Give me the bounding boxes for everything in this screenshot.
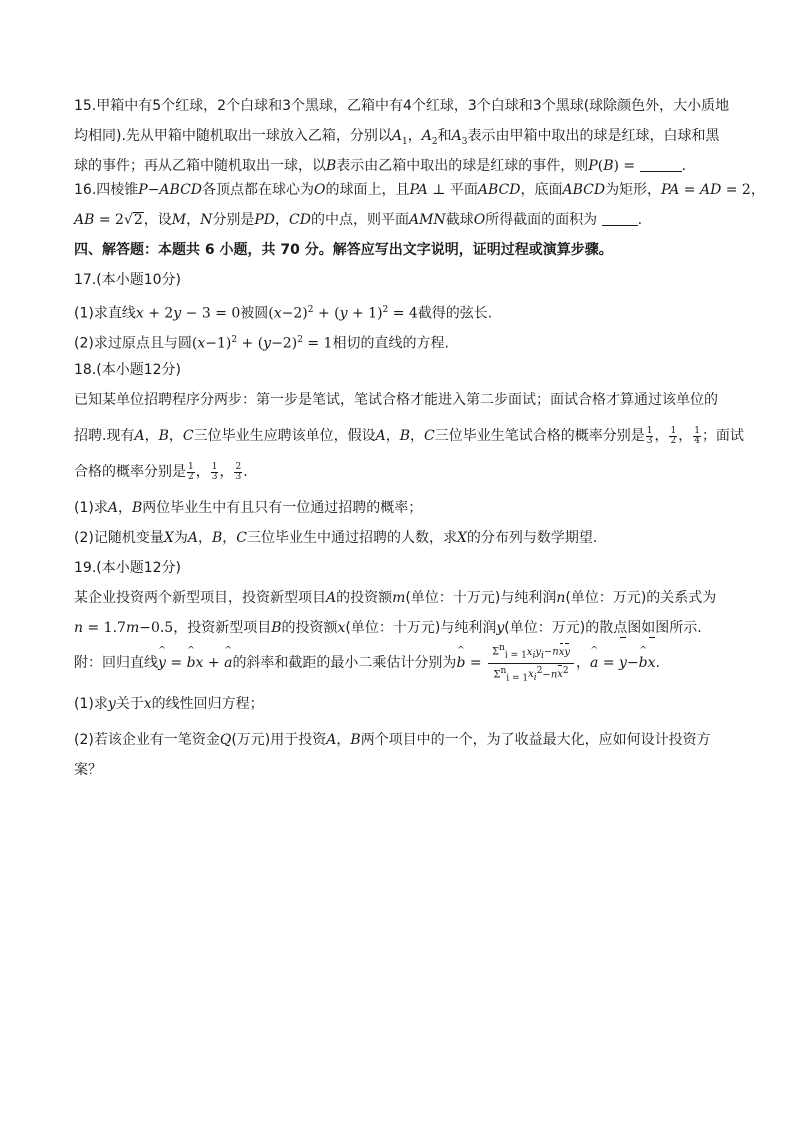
fraction: $\frac{1}{3}$ xyxy=(646,425,653,446)
answer-blank xyxy=(640,157,682,172)
q18-title: 18.(本小题12分) xyxy=(74,362,182,378)
q19-title: 19.(本小题12分) xyxy=(74,560,182,576)
q19-line-2: n = 1.7m−0.5，投资新型项目B的投资额x(单位：十万元)与纯利润y(单位：万元)的散点图如图所示. xyxy=(74,620,702,636)
q18-part-1: (1)求A，B两位毕业生中有且只有一位通过招聘的概率； xyxy=(74,500,423,516)
q19-part-2: (2)若该企业有一笔资金Q(万元)用于投资A，B两个项目中的一个，为了收益最大化，应如何设计投资方 xyxy=(74,732,711,748)
q19-line-1: 某企业投资两个新型项目，投资新型项目A的投资额m(单位：十万元)与纯利润n(单位：万元)的关系式为 xyxy=(74,590,717,606)
question-16 xyxy=(74,178,765,232)
q17-part-2: (2)求过原点且与圆$(x-1)^2 + (y-2)^2 = 1$相切的直线的方程. xyxy=(74,335,449,352)
fraction: $\frac{1}{3}$ xyxy=(211,461,218,482)
q18-line-2: 招聘.现有A，B，C三位毕业生应聘该单位，假设A，B，C三位毕业生笔试合格的概率分别是 $\frac{1}{3}$ ， $\frac{1}{2}$ ， $\frac{1}{4}$ ；面试 xyxy=(74,425,744,446)
regression-slope-formula: $\frac{\Sigma^n_{i = 1}x_iy_i-nxy}{\Sigma^n_{i = 1}x_i^2-nx^2}$ xyxy=(488,641,574,685)
answer-blank xyxy=(602,211,638,226)
q16-line-1: 16.四棱锥P−ABCD各顶点都在球心为O的球面上，且PA ⊥ 平面ABCD，底面ABCD为矩形，PA = AD = 2， xyxy=(74,182,765,198)
q15-line-3: 球的事件；再从乙箱中随机取出一球，以B表示由乙箱中取出的球是红球的事件，则P(B) = . xyxy=(74,158,687,174)
q17-title: 17.(本小题10分) xyxy=(74,272,182,288)
q18-line-3: 合格的概率分别是 $\frac{1}{2}$ ， $\frac{1}{3}$ ， $\frac{2}{3}$ . xyxy=(74,461,248,482)
q18-line-1: 已知某单位招聘程序分两步：第一步是笔试，笔试合格才能进入第二步面试；面试合格才算通过该单位的 xyxy=(74,392,718,408)
section-heading: 四、解答题：本题共 6 小题，共 70 分。解答应写出文字说明，证明过程或演算步骤。 xyxy=(74,242,613,258)
question-19 xyxy=(74,556,724,782)
question-18 xyxy=(74,358,744,550)
fraction: $\frac{2}{3}$ xyxy=(235,461,242,482)
question-17 xyxy=(74,268,724,352)
q19-note: 附：回归直线^ y = ^ bx + ^ a的斜率和截距的最小二乘估计分别为^ b = $\frac{\Sigma^n_{i = 1}x_iy_i-nxy}{\Sigma^n_{i = 1}x_i^2-nx^2}$ ，^ a = y−^ bx. xyxy=(74,640,724,686)
fraction: $\frac{1}{2}$ xyxy=(188,461,194,482)
q19-part-2-cont: 案？ xyxy=(74,762,102,778)
q15-line-1: 15.甲箱中有5个红球，2个白球和3个黑球，乙箱中有4个红球，3个白球和3个黑球(球除颜色外，大小质地 xyxy=(74,98,730,114)
q18-part-2: (2)记随机变量X为A，B，C三位毕业生中通过招聘的人数，求X的分布列与数学期望. xyxy=(74,530,598,546)
fraction: $\frac{1}{4}$ xyxy=(694,425,700,446)
q17-part-1: (1)求直线x + 2y − 3 = 0被圆$(x-2)^2 + (y + 1)^2 = 4$截得的弦长. xyxy=(74,305,493,322)
q19-part-1: (1)求y关于x的线性回归方程； xyxy=(74,696,264,712)
exam-page xyxy=(74,94,765,782)
q15-line-2: 均相同).先从甲箱中随机取出一球放入乙箱，分别以$A_1$，$A_2$和$A_3$表示由甲箱中取出的球是红球，白球和黑 xyxy=(74,128,720,147)
q16-line-2: AB = 2√2，设M，N分别是PD，CD的中点，则平面AMN截球O所得截面的面积为 . xyxy=(74,212,643,228)
fraction: $\frac{1}{2}$ xyxy=(670,425,677,446)
question-15 xyxy=(74,94,730,178)
